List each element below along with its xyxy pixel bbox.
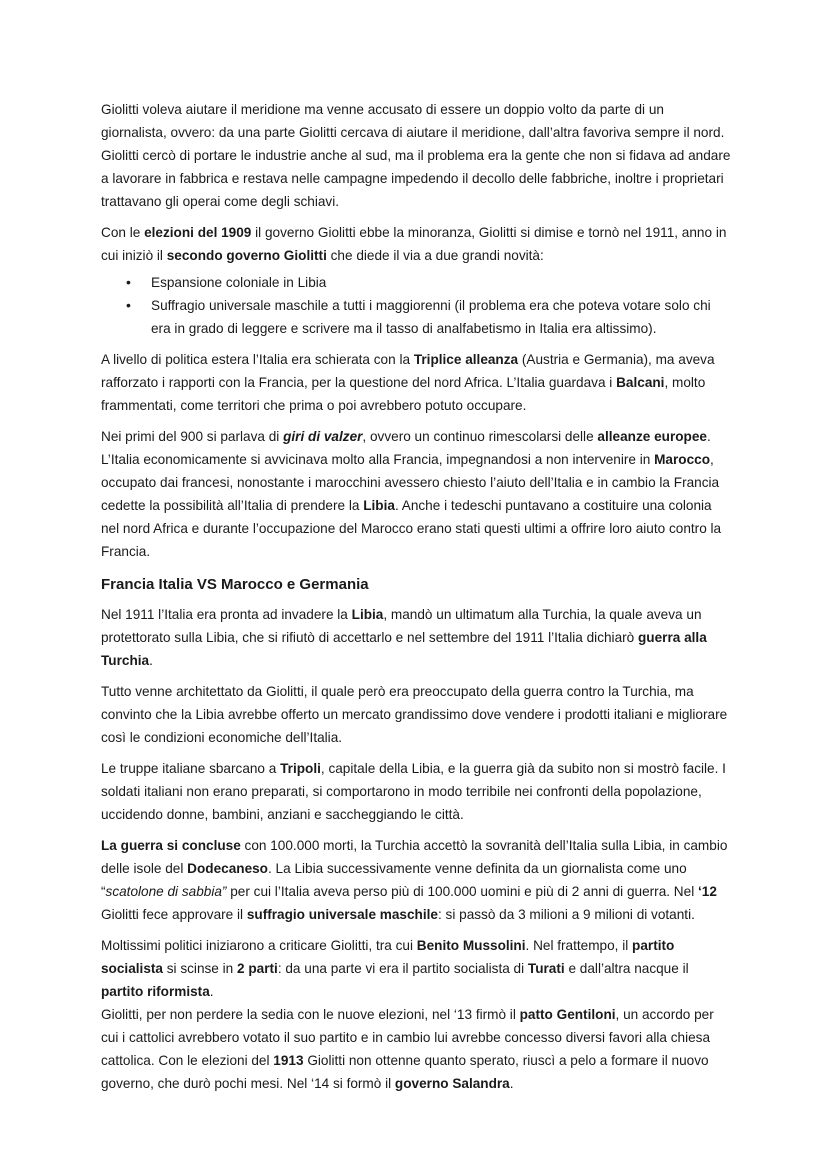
bold-marocco: Marocco bbox=[654, 452, 711, 467]
paragraph-giri-di-valzer: Nei primi del 900 si parlava di giri di valzer, ovvero un continuo rimescolarsi delle alleanze europee. L’Italia economicamente si avvicinava molto alla Francia, impegnandosi a non intervenire in Marocco, occupato dai francesi, nonostante i marocchini avessero chiesto l’aiuto dell’Italia e in cambio la Francia cedette la possibilità all’Italia di prendere la Libia. Anche i tedeschi puntavano a costituire una colonia nel nord Africa e durante l’occupazione del Marocco erano stati questi ultimi a offrire loro aiuto contro la Francia. bbox=[101, 429, 722, 559]
bold-anno-12: ‘12 bbox=[698, 884, 717, 899]
section-heading: Francia Italia VS Marocco e Germania bbox=[101, 576, 369, 593]
bold-patto-gentiloni: patto Gentiloni bbox=[519, 1007, 616, 1022]
paragraph-ultimatum-turchia: Nel 1911 l’Italia era pronta ad invadere la Libia, mandò un ultimatum alla Turchia, la quale aveva un protettorato sulla Libia, che si rifiutò di accettarlo e nel settembre del 1911 l’Italia dichiarò guerra alla Turchia. bbox=[101, 607, 707, 668]
bold-elezioni-1909: elezioni del 1909 bbox=[144, 225, 252, 240]
bold-suffragio-universale: suffragio universale maschile bbox=[246, 907, 438, 922]
paragraph-tripoli: Le truppe italiane sbarcano a Tripoli, capitale della Libia, e la guerra già da subito non si mostrò facile. I soldati italiani non erano preparati, si comportarono in modo terribile nei confronti della popolazione, uccidendo donne, bambini, anziani e saccheggiando le città. bbox=[101, 761, 726, 822]
bold-partito-socialista: partito socialista bbox=[101, 938, 675, 976]
bold-triplice-alleanza: Triplice alleanza bbox=[413, 352, 519, 367]
paragraph-critiche-giolitti: Moltissimi politici iniziarono a criticare Giolitti, tra cui Benito Mussolini. Nel frattempo, il partito socialista si scinse in 2 parti: da una parte vi era il partito socialista di Turati e dall’altra nacque il partito riformista. bbox=[101, 938, 689, 999]
bold-libia: Libia bbox=[363, 498, 395, 513]
bold-governo-salandra: governo Salandra bbox=[394, 1076, 510, 1091]
bold-tripoli: Tripoli bbox=[280, 761, 321, 776]
bold-2-parti: 2 parti bbox=[237, 961, 278, 976]
paragraph-patto-gentiloni: Giolitti, per non perdere la sedia con le nuove elezioni, nel ‘13 firmò il patto Gentiloni, un accordo per cui i cattolici avrebbero votato il suo partito e in cambio lui avrebbe concesso diversi favori alla chiesa cattolica. Con le elezioni del 1913 Giolitti non ottenne quanto sperato, riuscì a pelo a formare il nuovo governo, che durò pochi mesi. Nel ‘14 si formò il governo Salandra. bbox=[101, 1007, 714, 1091]
bold-guerra-turchia: guerra alla Turchia bbox=[101, 630, 707, 668]
bold-italic-giri-di-valzer: giri di valzer bbox=[283, 429, 363, 444]
bold-libia: Libia bbox=[351, 607, 384, 622]
paragraph-giolitti-meridione: Giolitti voleva aiutare il meridione ma venne accusato di essere un doppio volto da parte di un giornalista, ovvero: da una parte Giolitti cercava di aiutare il meridione, dall’altra favoriva sempre il nord. Giolitti cercò di portare le industrie anche al sud, ma il problema era la gente che non si fidava ad andare a lavorare in fabbrica e restava nelle campagne impedendo il decollo delle fabbriche, inoltre i proprietari trattavano gli operai come degli schiavi. bbox=[101, 102, 731, 209]
bold-secondo-governo: secondo governo Giolitti bbox=[166, 248, 327, 263]
list-item: • Espansione coloniale in Libia bbox=[151, 271, 732, 294]
bold-dodecaneso: Dodecaneso bbox=[187, 861, 268, 876]
bold-alleanze-europee: alleanze europee bbox=[597, 429, 707, 444]
list-item: • Suffragio universale maschile a tutti i maggiorenni (il problema era che poteva votare solo chi era in grado di leggere e scrivere ma il tasso di analfabetismo in Italia era altissimo). bbox=[151, 294, 732, 340]
paragraph-architettato-giolitti: Tutto venne architettato da Giolitti, il quale però era preoccupato della guerra contro la Turchia, ma convinto che la Libia avrebbe offerto un mercato grandissimo dove vendere i prodotti italiani e migliorare così le condizioni economiche dell’Italia. bbox=[101, 684, 728, 745]
italic-scatolone-di-sabbia: scatolone di sabbia” bbox=[105, 884, 227, 899]
novita-list bbox=[101, 271, 732, 340]
bold-guerra-conclusa: La guerra si concluse bbox=[101, 838, 241, 853]
bold-1913: 1913 bbox=[273, 1053, 304, 1068]
bold-balcani: Balcani bbox=[616, 375, 665, 390]
paragraph-guerra-conclusa: La guerra si concluse con 100.000 morti, la Turchia accettò la sovranità dell’Italia sulla Libia, in cambio delle isole del Dodecaneso. La Libia successivamente venne definita da un giornalista come uno “scatolone di sabbia” per cui l’Italia aveva perso più di 100.000 uomini e più di 2 anni di guerra. Nel ‘12 Giolitti fece approvare il suffragio universale maschile: si passò da 3 milioni a 9 milioni di votanti. bbox=[101, 838, 728, 922]
bold-benito-mussolini: Benito Mussolini bbox=[416, 938, 526, 953]
bold-partito-riformista: partito riformista bbox=[101, 984, 210, 999]
bold-turati: Turati bbox=[527, 961, 565, 976]
paragraph-politica-estera: A livello di politica estera l’Italia era schierata con la Triplice alleanza (Austria e Germania), ma aveva rafforzato i rapporti con la Francia, per la questione del nord Africa. L’Italia guardava i Balcani, molto frammentati, come territori che prima o poi avrebbero potuto occupare. bbox=[101, 352, 715, 413]
paragraph-elezioni-1909: Con le elezioni del 1909 il governo Giolitti ebbe la minoranza, Giolitti si dimise e tornò nel 1911, anno in cui iniziò il secondo governo Giolitti che diede il via a due grandi novità: bbox=[101, 225, 727, 263]
